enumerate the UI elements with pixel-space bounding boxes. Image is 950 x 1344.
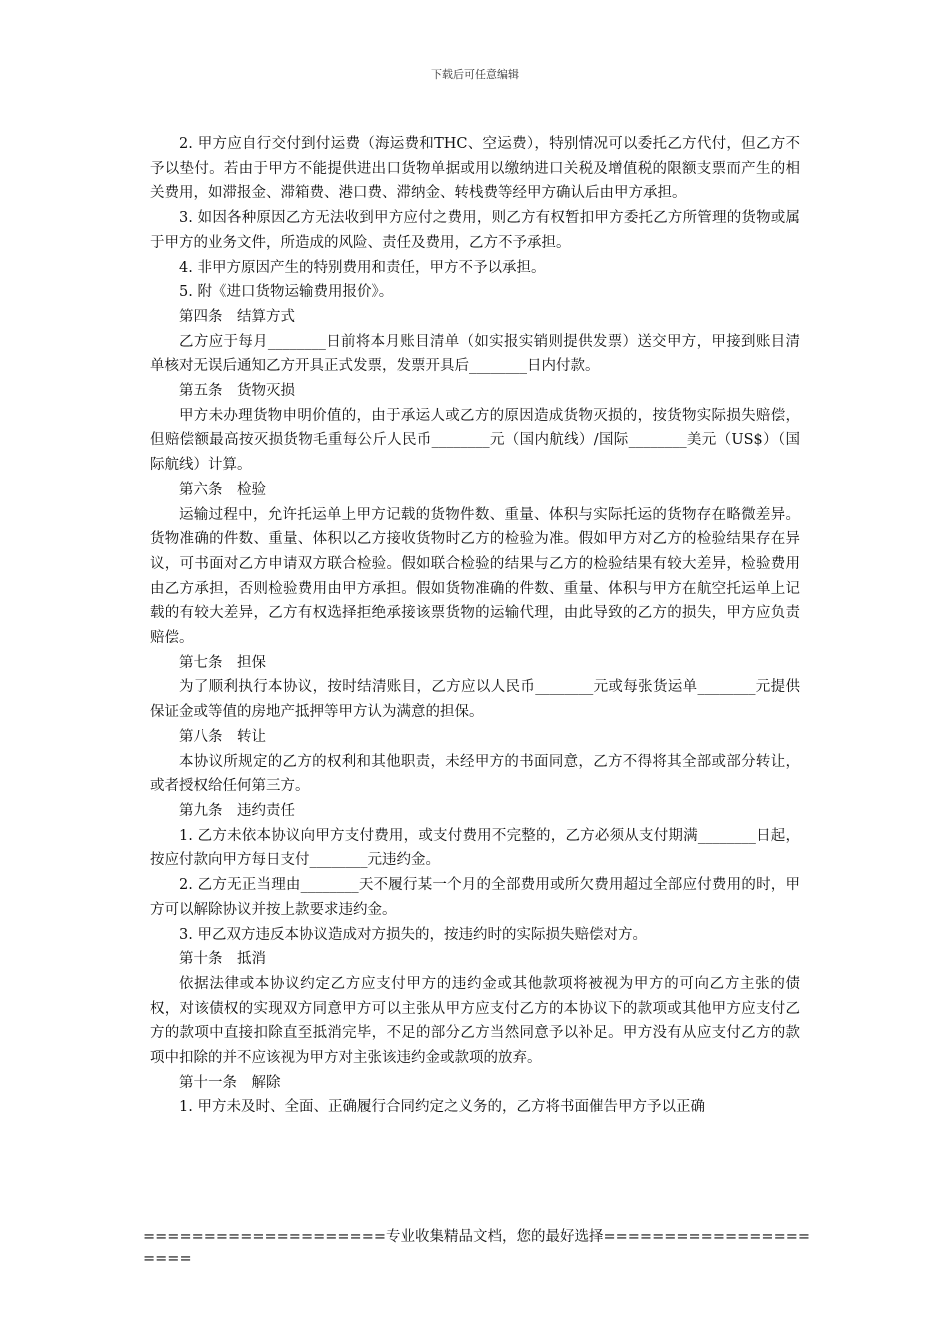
paragraph: 2. 甲方应自行交付到付运费（海运费和THC、空运费），特别情况可以委托乙方代付，但乙方不予以垫付。若由于甲方不能提供进出口货物单据或用以缴纳进口关税及增值税的限额支票而产生的相关费用，如滞报金、滞箱费、港口费、滞纳金、转栈费等经甲方确认后由甲方承担。 [150, 136, 800, 202]
section-heading: 第十一条 解除 [179, 1074, 281, 1091]
paragraph: 4. 非甲方原因产生的特别费用和责任，甲方不予以承担。 [179, 259, 546, 276]
paragraph: 本协议所规定的乙方的权利和其他职责，未经甲方的书面同意，乙方不得将其全部或部分转让，或者授权给任何第三方。 [150, 753, 800, 795]
paragraph: 乙方应于每月________日前将本月账目清单（如实报实销则提供发票）送交甲方，甲接到账目清单核对无误后通知乙方开具正式发票，发票开具后________日内付款。 [150, 333, 800, 375]
document-body [150, 132, 800, 1120]
paragraph: 依据法律或本协议约定乙方应支付甲方的违约金或其他款项将被视为甲方的可向乙方主张的债权，对该债权的实现双方同意甲方可以主张从甲方应支付乙方的本协议下的款项或其他甲方应支付乙方的款项中直接扣除直至抵消完毕，不足的部分乙方当然同意予以补足。甲方没有从应支付乙方的款项中扣除的并不应该视为甲方对主张该违约金或款项的放弃。 [150, 975, 800, 1067]
paragraph: 为了顺利执行本协议，按时结清账目，乙方应以人民币________元或每张货运单________元提供保证金或等值的房地产抵押等甲方认为满意的担保。 [150, 679, 800, 721]
section-heading: 第九条 违约责任 [179, 802, 295, 819]
section-heading: 第四条 结算方式 [179, 308, 295, 325]
paragraph: 3. 甲乙双方违反本协议造成对方损失的，按违约时的实际损失赔偿对方。 [179, 926, 647, 943]
paragraph: 1. 乙方未依本协议向甲方支付费用，或支付费用不完整的，乙方必须从支付期满________日起，按应付款向甲方每日支付________元违约金。 [150, 827, 800, 869]
section-heading: 第十条 抵消 [179, 951, 266, 968]
section-heading: 第八条 转让 [179, 728, 266, 745]
paragraph: 3. 如因各种原因乙方无法收到甲方应付之费用，则乙方有权暂扣甲方委托乙方所管理的货物或属于甲方的业务文件，所造成的风险、责任及费用，乙方不予承担。 [150, 210, 800, 251]
paragraph: 2. 乙方无正当理由________天不履行某一个月的全部费用或所欠费用超过全部应付费用的时，甲方可以解除协议并按上款要求违约金。 [150, 877, 800, 918]
paragraph: 甲方未办理货物申明价值的，由于承运人或乙方的原因造成货物灭损的，按货物实际损失赔偿，但赔偿额最高按灭损货物毛重每公斤人民币________元（国内航线）/国际________美元（US$）（国际航线）计算。 [150, 407, 800, 474]
page-footer: ====================专业收集精品文档，您的最好选择===================== [143, 1229, 811, 1267]
paragraph: 1. 甲方未及时、全面、正确履行合同约定之义务的，乙方将书面催告甲方予以正确 [179, 1099, 705, 1116]
paragraph: 运输过程中，允许托运单上甲方记载的货物件数、重量、体积与实际托运的货物存在略微差异。货物准确的件数、重量、体积以乙方接收货物时乙方的检验为准。假如甲方对乙方的检验结果存在异议，可书面对乙方申请双方联合检验。假如联合检验的结果与乙方的检验结果有较大差异，检验费用由乙方承担，否则检验费用由甲方承担。假如货物准确的件数、重量、体积与甲方在航空托运单上记载的有较大差异，乙方有权选择拒绝承接该票货物的运输代理，由此导致的乙方的损失，甲方应负责赔偿。 [150, 506, 800, 647]
paragraph: 5. 附《进口货物运输费用报价》。 [179, 284, 394, 301]
section-heading: 第六条 检验 [179, 481, 266, 498]
page-header: 下载后可任意编辑 [431, 68, 519, 81]
section-heading: 第七条 担保 [179, 654, 266, 671]
section-heading: 第五条 货物灭损 [179, 383, 295, 400]
